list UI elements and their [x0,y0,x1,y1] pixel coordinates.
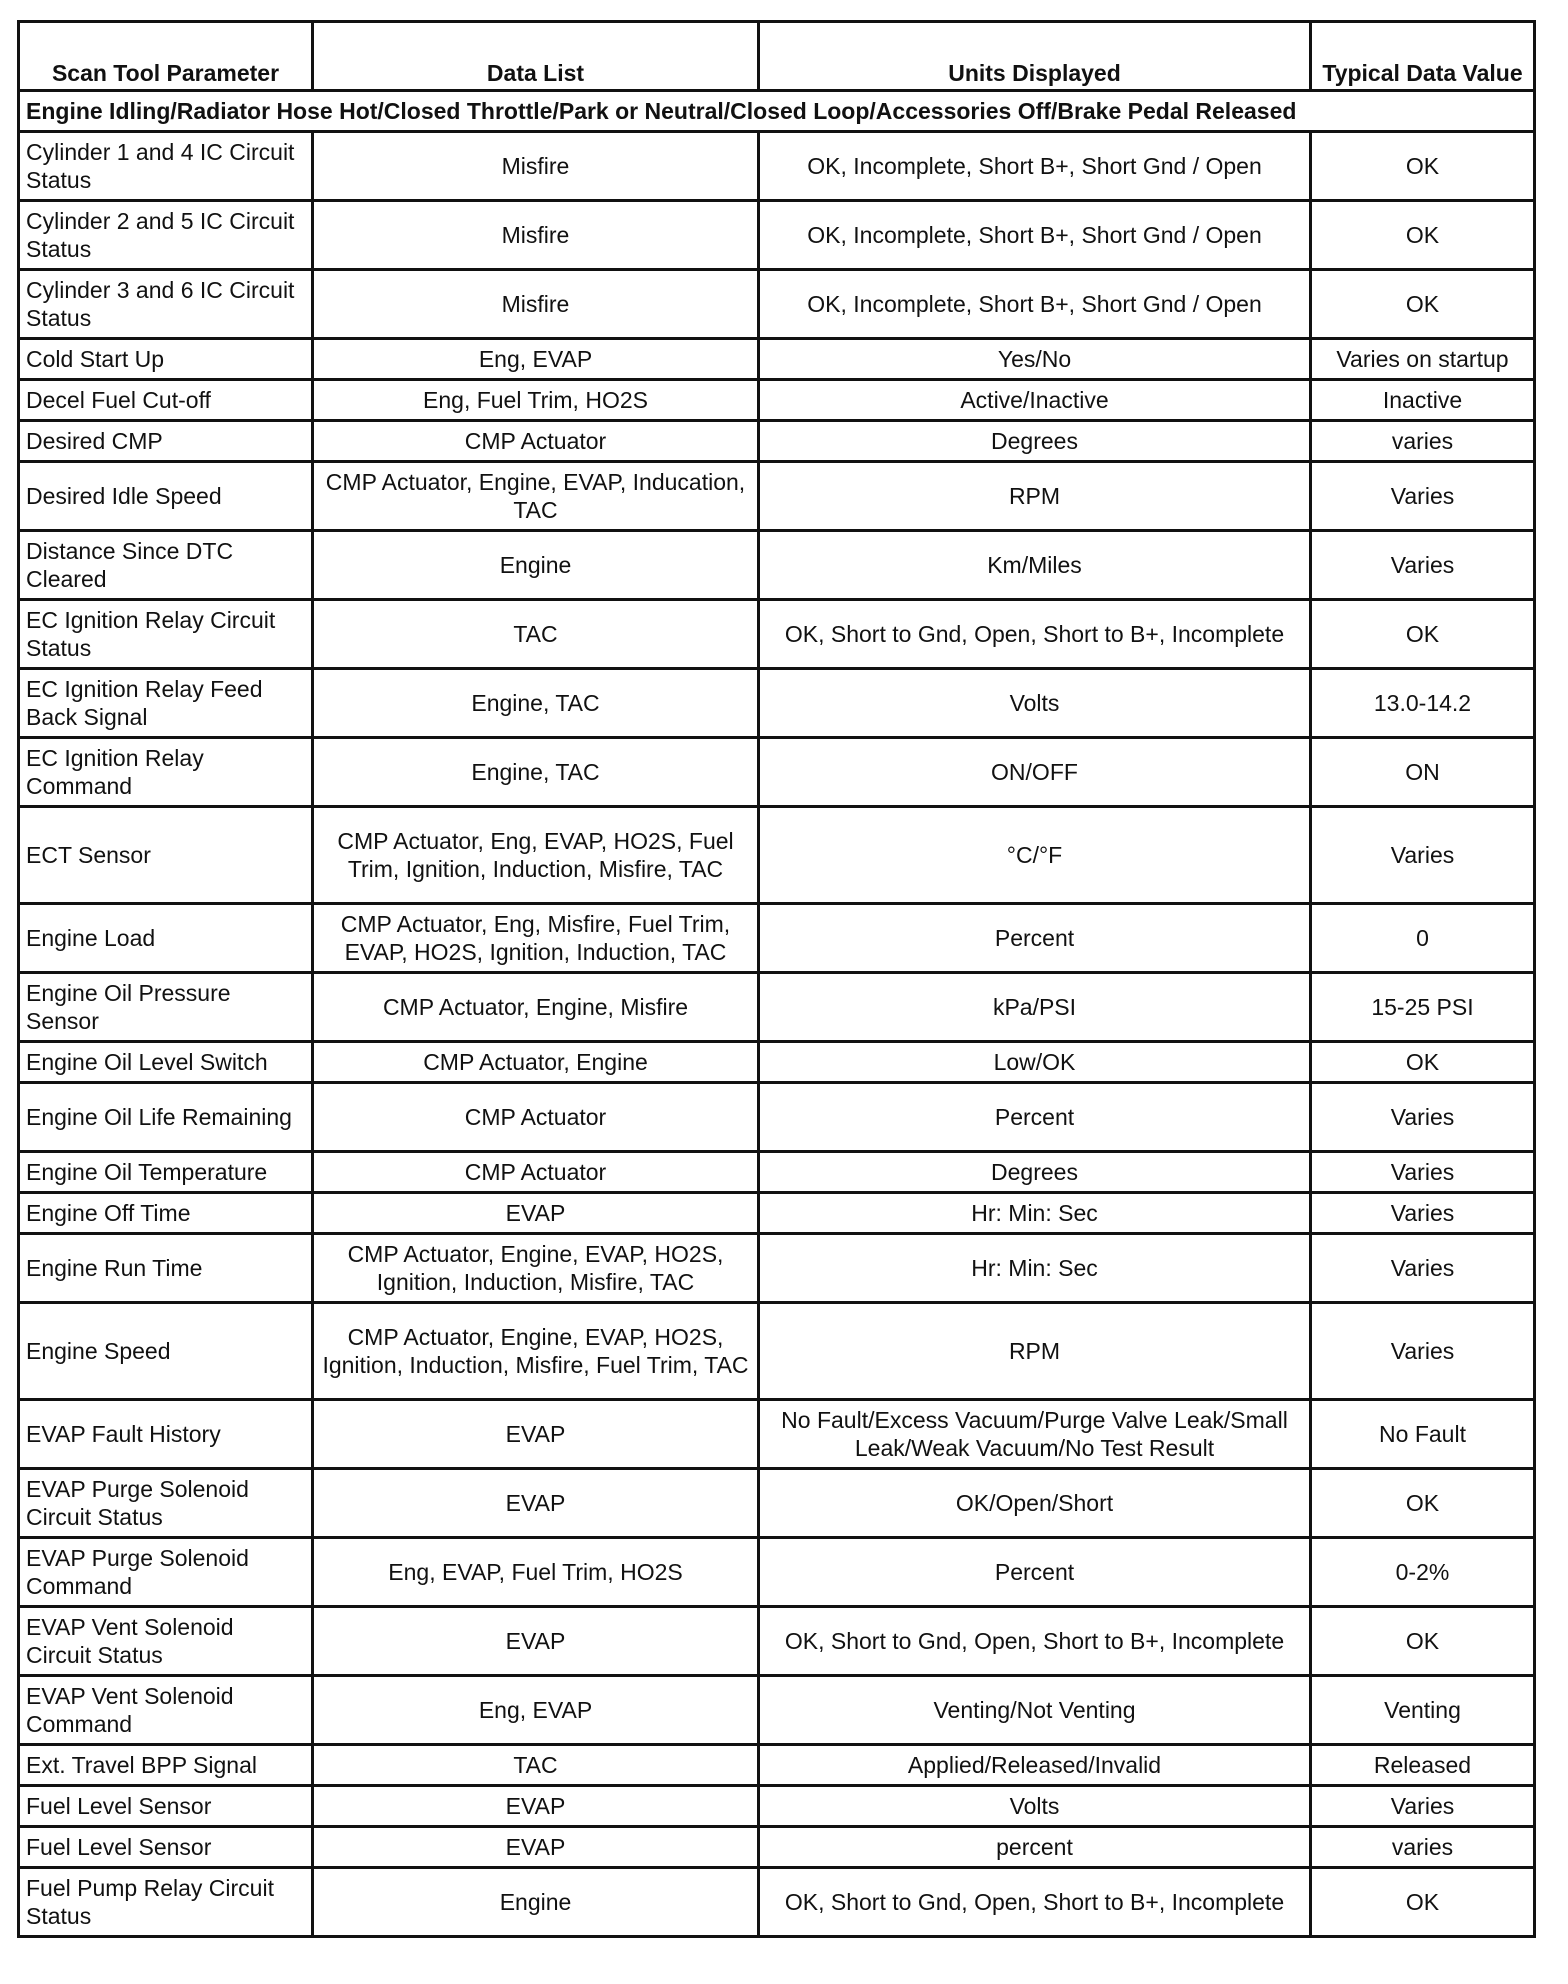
cell-data-list: TAC [313,600,759,669]
cell-parameter: Engine Speed [19,1303,313,1400]
cell-typical-value: Released [1311,1745,1535,1786]
table-row [19,1303,1535,1400]
cell-typical-value: 15-25 PSI [1311,973,1535,1042]
cell-units: Degrees [759,421,1311,462]
cell-parameter: Ext. Travel BPP Signal [19,1745,313,1786]
cell-data-list: CMP Actuator [313,1152,759,1193]
cell-units: Yes/No [759,339,1311,380]
table-row [19,462,1535,531]
table-row [19,904,1535,973]
scan-tool-data-table [17,20,1536,1938]
cell-typical-value: Venting [1311,1676,1535,1745]
cell-typical-value: OK [1311,1042,1535,1083]
cell-units: OK, Incomplete, Short B+, Short Gnd / Open [759,201,1311,270]
table-row [19,201,1535,270]
cell-data-list: CMP Actuator [313,421,759,462]
table-row [19,1786,1535,1827]
cell-units: Volts [759,669,1311,738]
cell-typical-value: 0 [1311,904,1535,973]
cell-parameter: Cold Start Up [19,339,313,380]
cell-data-list: CMP Actuator, Engine, EVAP, HO2S, Ignition, Induction, Misfire, TAC [313,1234,759,1303]
cell-parameter: EVAP Purge Solenoid Command [19,1538,313,1607]
cell-units: Venting/Not Venting [759,1676,1311,1745]
cell-data-list: Misfire [313,270,759,339]
table-row [19,738,1535,807]
cell-data-list: EVAP [313,1607,759,1676]
cell-typical-value: OK [1311,1868,1535,1937]
cell-units: Km/Miles [759,531,1311,600]
table-row [19,1676,1535,1745]
cell-data-list: TAC [313,1745,759,1786]
cell-data-list: Eng, EVAP [313,339,759,380]
cell-typical-value: OK [1311,270,1535,339]
cell-parameter: EVAP Purge Solenoid Circuit Status [19,1469,313,1538]
table-row [19,600,1535,669]
cell-parameter: Desired CMP [19,421,313,462]
cell-units: Percent [759,1083,1311,1152]
cell-typical-value: Varies [1311,531,1535,600]
table-row [19,1538,1535,1607]
cell-units: OK/Open/Short [759,1469,1311,1538]
cell-data-list: EVAP [313,1193,759,1234]
cell-typical-value: ON [1311,738,1535,807]
cell-data-list: EVAP [313,1400,759,1469]
cell-data-list: Eng, Fuel Trim, HO2S [313,380,759,421]
table-row [19,1827,1535,1868]
cell-parameter: Distance Since DTC Cleared [19,531,313,600]
cell-parameter: Fuel Level Sensor [19,1786,313,1827]
cell-data-list: CMP Actuator, Engine, EVAP, HO2S, Ignition, Induction, Misfire, Fuel Trim, TAC [313,1303,759,1400]
cell-typical-value: varies [1311,1827,1535,1868]
cell-units: No Fault/Excess Vacuum/Purge Valve Leak/Small Leak/Weak Vacuum/No Test Result [759,1400,1311,1469]
cell-typical-value: Varies [1311,1786,1535,1827]
table-row [19,531,1535,600]
cell-typical-value: Varies [1311,1234,1535,1303]
cell-parameter: Decel Fuel Cut-off [19,380,313,421]
cell-units: Volts [759,1786,1311,1827]
header-data-list: Data List [313,22,759,91]
table-row [19,380,1535,421]
cell-data-list: CMP Actuator, Engine, EVAP, Inducation, TAC [313,462,759,531]
table-row [19,1607,1535,1676]
table-row [19,1868,1535,1937]
cell-typical-value: Inactive [1311,380,1535,421]
table-row [19,421,1535,462]
cell-parameter: EC Ignition Relay Circuit Status [19,600,313,669]
cell-parameter: Cylinder 1 and 4 IC Circuit Status [19,132,313,201]
table-row [19,1152,1535,1193]
cell-units: Applied/Released/Invalid [759,1745,1311,1786]
cell-data-list: EVAP [313,1786,759,1827]
cell-data-list: CMP Actuator [313,1083,759,1152]
cell-parameter: Fuel Level Sensor [19,1827,313,1868]
cell-units: Active/Inactive [759,380,1311,421]
cell-typical-value: OK [1311,1607,1535,1676]
cell-data-list: Eng, EVAP, Fuel Trim, HO2S [313,1538,759,1607]
cell-units: Low/OK [759,1042,1311,1083]
cell-typical-value: 13.0-14.2 [1311,669,1535,738]
header-units-displayed: Units Displayed [759,22,1311,91]
cell-typical-value: Varies [1311,462,1535,531]
cell-data-list: Engine [313,531,759,600]
cell-parameter: Engine Run Time [19,1234,313,1303]
cell-typical-value: No Fault [1311,1400,1535,1469]
cell-units: percent [759,1827,1311,1868]
condition-row [19,91,1535,132]
cell-data-list: EVAP [313,1469,759,1538]
cell-parameter: Engine Load [19,904,313,973]
cell-data-list: CMP Actuator, Engine [313,1042,759,1083]
cell-typical-value: Varies [1311,807,1535,904]
cell-data-list: Engine, TAC [313,738,759,807]
cell-typical-value: OK [1311,201,1535,270]
cell-parameter: EVAP Fault History [19,1400,313,1469]
cell-data-list: Misfire [313,132,759,201]
cell-parameter: Cylinder 2 and 5 IC Circuit Status [19,201,313,270]
table-row [19,132,1535,201]
cell-units: Percent [759,1538,1311,1607]
cell-units: RPM [759,1303,1311,1400]
table-row [19,1083,1535,1152]
table-row [19,1469,1535,1538]
cell-typical-value: OK [1311,600,1535,669]
cell-data-list: EVAP [313,1827,759,1868]
cell-data-list: Misfire [313,201,759,270]
cell-parameter: Fuel Pump Relay Circuit Status [19,1868,313,1937]
cell-typical-value: Varies [1311,1083,1535,1152]
cell-parameter: EVAP Vent Solenoid Command [19,1676,313,1745]
cell-typical-value: Varies [1311,1303,1535,1400]
cell-parameter: Engine Off Time [19,1193,313,1234]
cell-parameter: EC Ignition Relay Command [19,738,313,807]
table-row [19,1745,1535,1786]
cell-parameter: ECT Sensor [19,807,313,904]
operating-condition: Engine Idling/Radiator Hose Hot/Closed Throttle/Park or Neutral/Closed Loop/Accessories Off/Brake Pedal Released [19,91,1535,132]
cell-data-list: CMP Actuator, Engine, Misfire [313,973,759,1042]
cell-units: °C/°F [759,807,1311,904]
cell-typical-value: OK [1311,1469,1535,1538]
cell-parameter: Cylinder 3 and 6 IC Circuit Status [19,270,313,339]
table-row [19,669,1535,738]
cell-parameter: Engine Oil Life Remaining [19,1083,313,1152]
cell-units: OK, Short to Gnd, Open, Short to B+, Incomplete [759,1607,1311,1676]
table-row [19,1042,1535,1083]
cell-units: kPa/PSI [759,973,1311,1042]
table-row [19,339,1535,380]
cell-data-list: CMP Actuator, Eng, EVAP, HO2S, Fuel Trim, Ignition, Induction, Misfire, TAC [313,807,759,904]
cell-units: RPM [759,462,1311,531]
cell-data-list: Eng, EVAP [313,1676,759,1745]
cell-units: OK, Short to Gnd, Open, Short to B+, Incomplete [759,600,1311,669]
cell-units: ON/OFF [759,738,1311,807]
cell-parameter: Engine Oil Pressure Sensor [19,973,313,1042]
table-row [19,973,1535,1042]
table-row [19,1193,1535,1234]
cell-typical-value: Varies on startup [1311,339,1535,380]
cell-typical-value: OK [1311,132,1535,201]
cell-units: Degrees [759,1152,1311,1193]
cell-units: Percent [759,904,1311,973]
cell-units: OK, Incomplete, Short B+, Short Gnd / Open [759,270,1311,339]
header-typical-data-value: Typical Data Value [1311,22,1535,91]
cell-parameter: EVAP Vent Solenoid Circuit Status [19,1607,313,1676]
cell-parameter: Desired Idle Speed [19,462,313,531]
cell-units: Hr: Min: Sec [759,1234,1311,1303]
cell-data-list: Engine, TAC [313,669,759,738]
cell-typical-value: Varies [1311,1193,1535,1234]
cell-units: OK, Short to Gnd, Open, Short to B+, Incomplete [759,1868,1311,1937]
cell-typical-value: 0-2% [1311,1538,1535,1607]
table-row [19,807,1535,904]
cell-data-list: CMP Actuator, Eng, Misfire, Fuel Trim, EVAP, HO2S, Ignition, Induction, TAC [313,904,759,973]
cell-parameter: Engine Oil Temperature [19,1152,313,1193]
cell-typical-value: varies [1311,421,1535,462]
cell-parameter: EC Ignition Relay Feed Back Signal [19,669,313,738]
table-row [19,1400,1535,1469]
table-row [19,270,1535,339]
cell-parameter: Engine Oil Level Switch [19,1042,313,1083]
cell-units: OK, Incomplete, Short B+, Short Gnd / Open [759,132,1311,201]
header-scan-tool-parameter: Scan Tool Parameter [19,22,313,91]
cell-units: Hr: Min: Sec [759,1193,1311,1234]
cell-data-list: Engine [313,1868,759,1937]
table-header-row [19,22,1535,91]
cell-typical-value: Varies [1311,1152,1535,1193]
table-row [19,1234,1535,1303]
